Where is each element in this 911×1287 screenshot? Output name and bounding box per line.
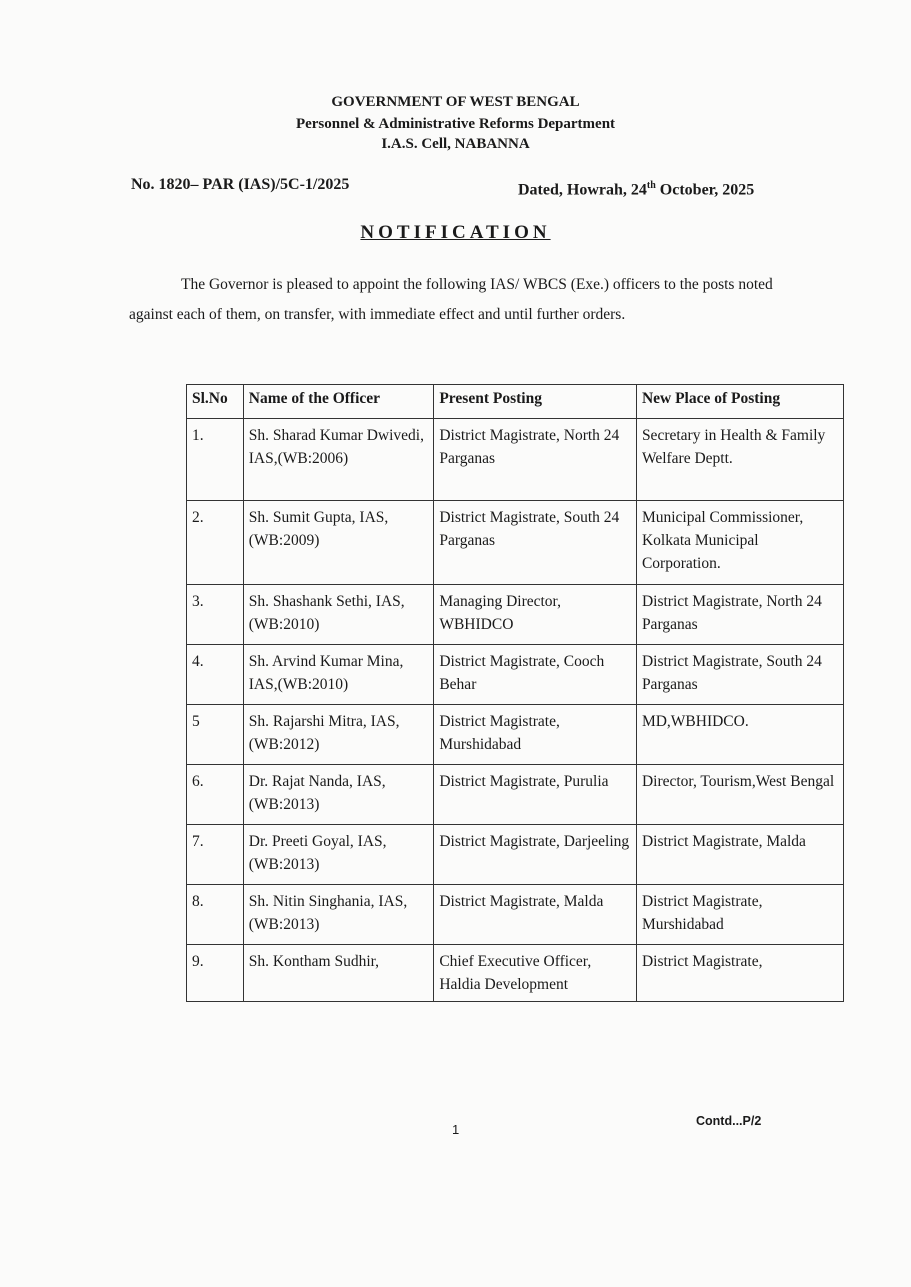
- header-present-posting: Present Posting: [434, 385, 637, 419]
- cell-sl-no: 2.: [187, 501, 244, 585]
- table-row: [187, 645, 844, 705]
- header-government: GOVERNMENT OF WEST BENGAL: [331, 94, 580, 110]
- cell-officer-name: Sh. Sumit Gupta, IAS,(WB:2009): [243, 501, 434, 585]
- header-officer-name: Name of the Officer: [243, 385, 434, 419]
- cell-officer-name: Dr. Rajat Nanda, IAS,(WB:2013): [243, 765, 434, 825]
- cell-sl-no: 4.: [187, 645, 244, 705]
- header-sl-no: Sl.No: [187, 385, 244, 419]
- cell-present-posting: District Magistrate, South 24 Parganas: [434, 501, 637, 585]
- cell-new-posting: Secretary in Health & Family Welfare Deptt.: [636, 419, 843, 501]
- cell-officer-name: Sh. Rajarshi Mitra, IAS,(WB:2012): [243, 705, 434, 765]
- cell-present-posting: District Magistrate, Murshidabad: [434, 705, 637, 765]
- cell-officer-name: Sh. Kontham Sudhir,: [243, 945, 434, 1002]
- header-cell: I.A.S. Cell, NABANNA: [381, 136, 530, 152]
- page-number: 1: [452, 1122, 460, 1137]
- cell-present-posting: Managing Director, WBHIDCO: [434, 585, 637, 645]
- cell-officer-name: Sh. Arvind Kumar Mina, IAS,(WB:2010): [243, 645, 434, 705]
- cell-new-posting: District Magistrate,: [636, 945, 843, 1002]
- cell-new-posting: District Magistrate, South 24 Parganas: [636, 645, 843, 705]
- dated-line: [518, 180, 754, 199]
- cell-present-posting: District Magistrate, Darjeeling: [434, 825, 637, 885]
- cell-present-posting: District Magistrate, Purulia: [434, 765, 637, 825]
- cell-officer-name: Dr. Preeti Goyal, IAS,(WB:2013): [243, 825, 434, 885]
- cell-sl-no: 5: [187, 705, 244, 765]
- cell-sl-no: 7.: [187, 825, 244, 885]
- table-row: [187, 585, 844, 645]
- cell-new-posting: District Magistrate, Malda: [636, 825, 843, 885]
- table-row: [187, 705, 844, 765]
- dated-suffix: October, 2025: [655, 181, 755, 199]
- cell-present-posting: Chief Executive Officer, Haldia Development: [434, 945, 637, 1002]
- cell-new-posting: MD,WBHIDCO.: [636, 705, 843, 765]
- cell-present-posting: District Magistrate, Cooch Behar: [434, 645, 637, 705]
- table-row: [187, 945, 844, 1002]
- cell-present-posting: District Magistrate, Malda: [434, 885, 637, 945]
- table-row: [187, 501, 844, 585]
- postings-table: [186, 384, 844, 1002]
- cell-sl-no: 6.: [187, 765, 244, 825]
- table-row: [187, 419, 844, 501]
- table-header-row: [187, 385, 844, 419]
- table-row: [187, 765, 844, 825]
- cell-new-posting: Director, Tourism,West Bengal: [636, 765, 843, 825]
- cell-sl-no: 8.: [187, 885, 244, 945]
- notification-title: NOTIFICATION: [360, 222, 551, 243]
- header-new-posting: New Place of Posting: [636, 385, 843, 419]
- cell-new-posting: District Magistrate, Murshidabad: [636, 885, 843, 945]
- cell-sl-no: 3.: [187, 585, 244, 645]
- cell-new-posting: Municipal Commissioner, Kolkata Municipal Corporation.: [636, 501, 843, 585]
- dated-prefix: Dated, Howrah, 24: [518, 181, 647, 199]
- cell-new-posting: District Magistrate, North 24 Parganas: [636, 585, 843, 645]
- cell-present-posting: District Magistrate, North 24 Parganas: [434, 419, 637, 501]
- table-row: [187, 885, 844, 945]
- notification-body: The Governor is pleased to appoint the following IAS/ WBCS (Exe.) officers to the posts noted against each of them, on transfer, with immediate effect and until further orders.: [129, 276, 773, 323]
- cell-sl-no: 1.: [187, 419, 244, 501]
- table-row: [187, 825, 844, 885]
- continued-note: Contd...P/2: [696, 1114, 762, 1128]
- header-department: Personnel & Administrative Reforms Department: [295, 116, 616, 132]
- reference-number: No. 1820– PAR (IAS)/5C-1/2025: [131, 176, 350, 193]
- cell-officer-name: Sh. Shashank Sethi, IAS,(WB:2010): [243, 585, 434, 645]
- cell-sl-no: 9.: [187, 945, 244, 1002]
- cell-officer-name: Sh. Nitin Singhania, IAS,(WB:2013): [243, 885, 434, 945]
- cell-officer-name: Sh. Sharad Kumar Dwivedi, IAS,(WB:2006): [243, 419, 434, 501]
- dated-sup: th: [646, 180, 656, 191]
